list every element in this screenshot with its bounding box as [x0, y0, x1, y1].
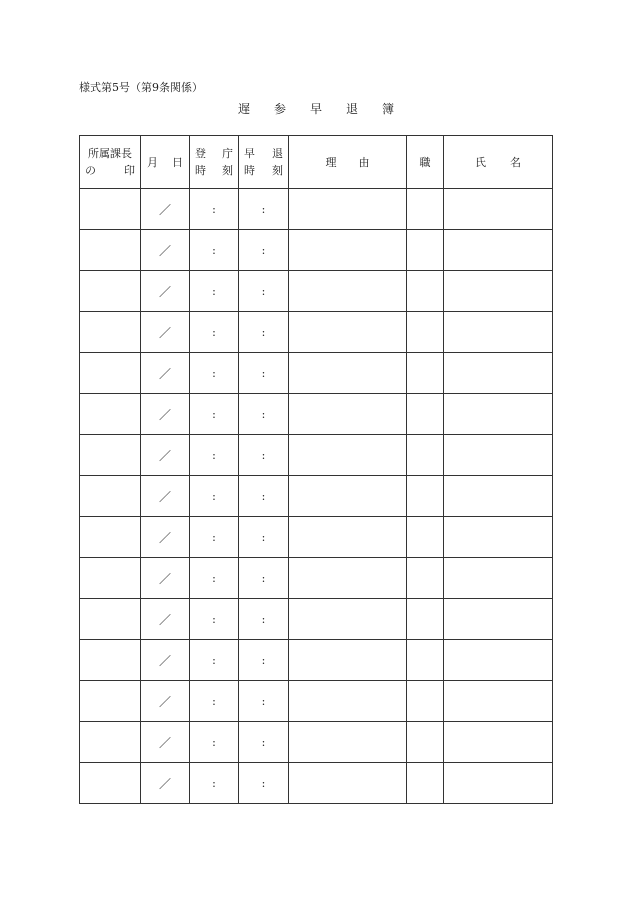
- position-cell[interactable]: [407, 517, 444, 558]
- reason-cell[interactable]: [289, 312, 407, 353]
- table-row: [80, 681, 553, 722]
- leave-time-cell[interactable]: [239, 271, 289, 312]
- arrival-time-cell[interactable]: [190, 476, 239, 517]
- time-separator: :: [261, 694, 266, 708]
- date-cell[interactable]: [141, 517, 190, 558]
- ledger-body: [80, 189, 553, 804]
- date-cell[interactable]: [141, 476, 190, 517]
- position-cell[interactable]: [407, 640, 444, 681]
- seal-cell[interactable]: [80, 599, 141, 640]
- time-separator: :: [261, 202, 266, 216]
- date-cell[interactable]: [141, 435, 190, 476]
- header-name: 氏 名: [444, 136, 553, 189]
- position-cell[interactable]: [407, 763, 444, 804]
- name-cell[interactable]: [444, 189, 553, 230]
- header-reason: 理 由: [289, 136, 407, 189]
- header-seal: [80, 136, 141, 189]
- table-row: [80, 435, 553, 476]
- name-cell[interactable]: [444, 476, 553, 517]
- table-row: [80, 763, 553, 804]
- arrival-time-cell[interactable]: [190, 189, 239, 230]
- date-cell[interactable]: [141, 640, 190, 681]
- table-row: [80, 394, 553, 435]
- time-separator: :: [212, 776, 216, 790]
- name-cell[interactable]: [444, 681, 553, 722]
- table-row: [80, 312, 553, 353]
- seal-cell[interactable]: [80, 476, 141, 517]
- name-cell[interactable]: [444, 271, 553, 312]
- table-row: [80, 189, 553, 230]
- leave-time-cell[interactable]: [239, 681, 289, 722]
- reason-cell[interactable]: [289, 517, 407, 558]
- time-separator: :: [261, 407, 266, 421]
- position-cell[interactable]: [407, 722, 444, 763]
- time-separator: :: [212, 366, 216, 380]
- arrival-time-cell[interactable]: [190, 722, 239, 763]
- position-cell[interactable]: [407, 476, 444, 517]
- reason-cell[interactable]: [289, 435, 407, 476]
- date-separator: ／: [158, 407, 171, 422]
- seal-cell[interactable]: [80, 353, 141, 394]
- time-separator: :: [212, 407, 216, 421]
- position-cell[interactable]: [407, 681, 444, 722]
- seal-cell[interactable]: [80, 394, 141, 435]
- time-separator: :: [212, 243, 216, 257]
- date-separator: ／: [158, 530, 171, 545]
- leave-time-cell[interactable]: [239, 394, 289, 435]
- leave-time-cell[interactable]: [239, 435, 289, 476]
- header-position: 職: [407, 136, 444, 189]
- reason-cell[interactable]: [289, 394, 407, 435]
- leave-time-cell[interactable]: [239, 763, 289, 804]
- name-cell[interactable]: [444, 517, 553, 558]
- position-cell[interactable]: [407, 599, 444, 640]
- title-char: 簿: [381, 102, 394, 116]
- time-separator: :: [261, 243, 266, 257]
- time-separator: :: [261, 571, 266, 585]
- time-separator: :: [212, 448, 216, 462]
- name-cell[interactable]: [444, 558, 553, 599]
- time-separator: :: [212, 325, 216, 339]
- reason-cell[interactable]: [289, 230, 407, 271]
- arrival-time-cell[interactable]: [190, 640, 239, 681]
- name-cell[interactable]: [444, 312, 553, 353]
- time-separator: :: [212, 284, 216, 298]
- date-separator: ／: [158, 489, 171, 504]
- header-seal-line1: 所属課長: [88, 147, 132, 160]
- date-cell[interactable]: [141, 353, 190, 394]
- seal-cell[interactable]: [80, 271, 141, 312]
- name-cell[interactable]: [444, 763, 553, 804]
- reason-cell[interactable]: [289, 476, 407, 517]
- time-separator: :: [212, 571, 216, 585]
- time-separator: :: [212, 530, 216, 544]
- time-separator: :: [261, 489, 266, 503]
- table-row: [80, 558, 553, 599]
- reason-cell[interactable]: [289, 353, 407, 394]
- reason-cell[interactable]: [289, 558, 407, 599]
- title-char: 退: [345, 102, 358, 116]
- table-row: [80, 353, 553, 394]
- name-cell[interactable]: [444, 394, 553, 435]
- time-separator: :: [261, 284, 266, 298]
- position-cell[interactable]: [407, 394, 444, 435]
- date-cell[interactable]: [141, 763, 190, 804]
- name-cell[interactable]: [444, 722, 553, 763]
- date-separator: ／: [158, 243, 171, 258]
- time-separator: :: [212, 735, 216, 749]
- leave-time-cell[interactable]: [239, 640, 289, 681]
- leave-time-cell[interactable]: [239, 517, 289, 558]
- seal-cell[interactable]: [80, 312, 141, 353]
- title-char: 早: [309, 102, 322, 116]
- document-title: [0, 100, 630, 117]
- leave-time-cell[interactable]: [239, 353, 289, 394]
- date-cell[interactable]: [141, 271, 190, 312]
- date-separator: ／: [158, 612, 171, 627]
- arrival-time-cell[interactable]: [190, 599, 239, 640]
- position-cell[interactable]: [407, 189, 444, 230]
- date-separator: ／: [158, 325, 171, 340]
- leave-time-cell[interactable]: [239, 722, 289, 763]
- reason-cell[interactable]: [289, 640, 407, 681]
- leave-time-cell[interactable]: [239, 599, 289, 640]
- date-cell[interactable]: [141, 681, 190, 722]
- position-cell[interactable]: [407, 435, 444, 476]
- table-row: [80, 640, 553, 681]
- reason-cell[interactable]: [289, 189, 407, 230]
- seal-cell[interactable]: [80, 189, 141, 230]
- time-separator: :: [261, 325, 266, 339]
- table-row: [80, 517, 553, 558]
- date-separator: ／: [158, 653, 171, 668]
- table-row: [80, 599, 553, 640]
- leave-time-cell[interactable]: [239, 189, 289, 230]
- name-cell[interactable]: [444, 599, 553, 640]
- header-date: 月 日: [141, 136, 190, 189]
- date-separator: ／: [158, 284, 171, 299]
- reason-cell[interactable]: [289, 599, 407, 640]
- arrival-time-cell[interactable]: [190, 517, 239, 558]
- seal-cell[interactable]: [80, 435, 141, 476]
- seal-cell[interactable]: [80, 517, 141, 558]
- time-separator: :: [261, 366, 266, 380]
- time-separator: :: [261, 612, 266, 626]
- date-cell[interactable]: [141, 189, 190, 230]
- header-row: [80, 136, 553, 189]
- date-separator: ／: [158, 735, 171, 750]
- time-separator: :: [212, 694, 216, 708]
- arrival-time-cell[interactable]: [190, 558, 239, 599]
- leave-time-cell[interactable]: [239, 476, 289, 517]
- time-separator: :: [212, 202, 216, 216]
- table-row: [80, 476, 553, 517]
- header-seal-line2: の 印: [85, 164, 135, 177]
- header-leave-time: 早 退 時 刻: [239, 136, 289, 189]
- position-cell[interactable]: [407, 353, 444, 394]
- position-cell[interactable]: [407, 312, 444, 353]
- position-cell[interactable]: [407, 558, 444, 599]
- form-number: 様式第5号（第9条関係）: [79, 81, 203, 94]
- time-separator: :: [261, 530, 266, 544]
- arrival-time-cell[interactable]: [190, 353, 239, 394]
- arrival-time-cell[interactable]: [190, 271, 239, 312]
- time-separator: :: [212, 612, 216, 626]
- date-separator: ／: [158, 448, 171, 463]
- time-separator: :: [212, 489, 216, 503]
- date-separator: ／: [158, 202, 171, 217]
- reason-cell[interactable]: [289, 763, 407, 804]
- name-cell[interactable]: [444, 435, 553, 476]
- table-row: [80, 271, 553, 312]
- leave-time-cell[interactable]: [239, 312, 289, 353]
- seal-cell[interactable]: [80, 763, 141, 804]
- position-cell[interactable]: [407, 230, 444, 271]
- time-separator: :: [261, 776, 266, 790]
- arrival-time-cell[interactable]: [190, 435, 239, 476]
- date-cell[interactable]: [141, 558, 190, 599]
- arrival-time-cell[interactable]: [190, 681, 239, 722]
- ledger-table: [79, 135, 553, 804]
- reason-cell[interactable]: [289, 681, 407, 722]
- date-cell[interactable]: [141, 230, 190, 271]
- header-arrival-time: 登 庁 時 刻: [190, 136, 239, 189]
- date-separator: ／: [158, 571, 171, 586]
- date-cell[interactable]: [141, 599, 190, 640]
- seal-cell[interactable]: [80, 230, 141, 271]
- date-separator: ／: [158, 694, 171, 709]
- reason-cell[interactable]: [289, 722, 407, 763]
- seal-cell[interactable]: [80, 681, 141, 722]
- date-cell[interactable]: [141, 312, 190, 353]
- date-separator: ／: [158, 776, 171, 791]
- seal-cell[interactable]: [80, 640, 141, 681]
- seal-cell[interactable]: [80, 558, 141, 599]
- name-cell[interactable]: [444, 353, 553, 394]
- arrival-time-cell[interactable]: [190, 394, 239, 435]
- time-separator: :: [261, 653, 266, 667]
- reason-cell[interactable]: [289, 271, 407, 312]
- table-row: [80, 722, 553, 763]
- leave-time-cell[interactable]: [239, 230, 289, 271]
- date-cell[interactable]: [141, 394, 190, 435]
- name-cell[interactable]: [444, 230, 553, 271]
- time-separator: :: [212, 653, 216, 667]
- time-separator: :: [261, 735, 266, 749]
- date-cell[interactable]: [141, 722, 190, 763]
- title-char: 遅: [237, 102, 250, 116]
- date-separator: ／: [158, 366, 171, 381]
- title-char: 参: [273, 102, 286, 116]
- arrival-time-cell[interactable]: [190, 230, 239, 271]
- seal-cell[interactable]: [80, 722, 141, 763]
- arrival-time-cell[interactable]: [190, 763, 239, 804]
- name-cell[interactable]: [444, 640, 553, 681]
- time-separator: :: [261, 448, 266, 462]
- position-cell[interactable]: [407, 271, 444, 312]
- table-row: [80, 230, 553, 271]
- arrival-time-cell[interactable]: [190, 312, 239, 353]
- leave-time-cell[interactable]: [239, 558, 289, 599]
